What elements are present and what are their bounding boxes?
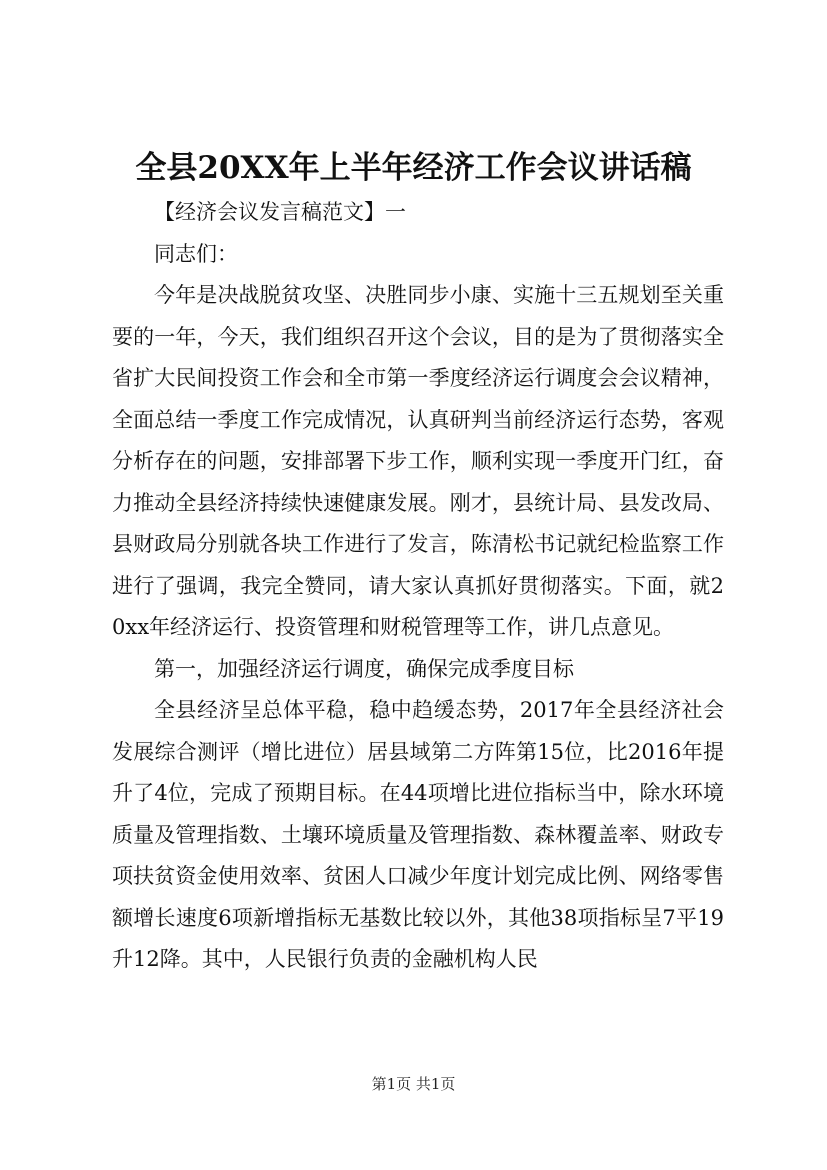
document-title: 全县20XX年上半年经济工作会议讲话稿: [135, 150, 692, 186]
document-body: [112, 192, 724, 981]
paragraph-salutation: 同志们：: [154, 241, 238, 266]
paragraph-section-heading: 第一，加强经济运行调度，确保完成季度目标: [154, 656, 574, 681]
paragraph-source-tag: 【经济会议发言稿范文】一: [154, 200, 406, 224]
paragraph-economy: 全县经济呈总体平稳，稳中趋缓态势，2017年全县经济社会发展综合测评（增比进位）居县域第二方阵第15位，比2016年提升了4位，完成了预期目标。在44项增比进位指标当中，除水环境质量及管理指数、土壤环境质量及管理指数、森林覆盖率、财政专项扶贫资金使用效率、贫困人口减少年度计划完成比例、网络零售额增长速度6项新增指标无基数比较以外，其他38项指标呈7平19升12降。其中，人民银行负责的金融机构人民: [112, 698, 724, 971]
page-footer: 第1页 共1页: [371, 1075, 456, 1093]
paragraph-intro: 今年是决战脱贫攻坚、决胜同步小康、实施十三五规划至关重要的一年，今天，我们组织召开这个会议，目的是为了贯彻落实全省扩大民间投资工作会和全市第一季度经济运行调度会会议精神，全面总结一季度工作完成情况，认真研判当前经济运行态势，客观分析存在的问题，安排部署下步工作，顺利实现一季度开门红，奋力推动全县经济持续快速健康发展。刚才，县统计局、县发改局、县财政局分别就各块工作进行了发言，陈清松书记就纪检监察工作进行了强调，我完全赞同，请大家认真抓好贯彻落实。下面，就20xx年经济运行、投资管理和财税管理等工作，讲几点意见。: [112, 283, 724, 639]
